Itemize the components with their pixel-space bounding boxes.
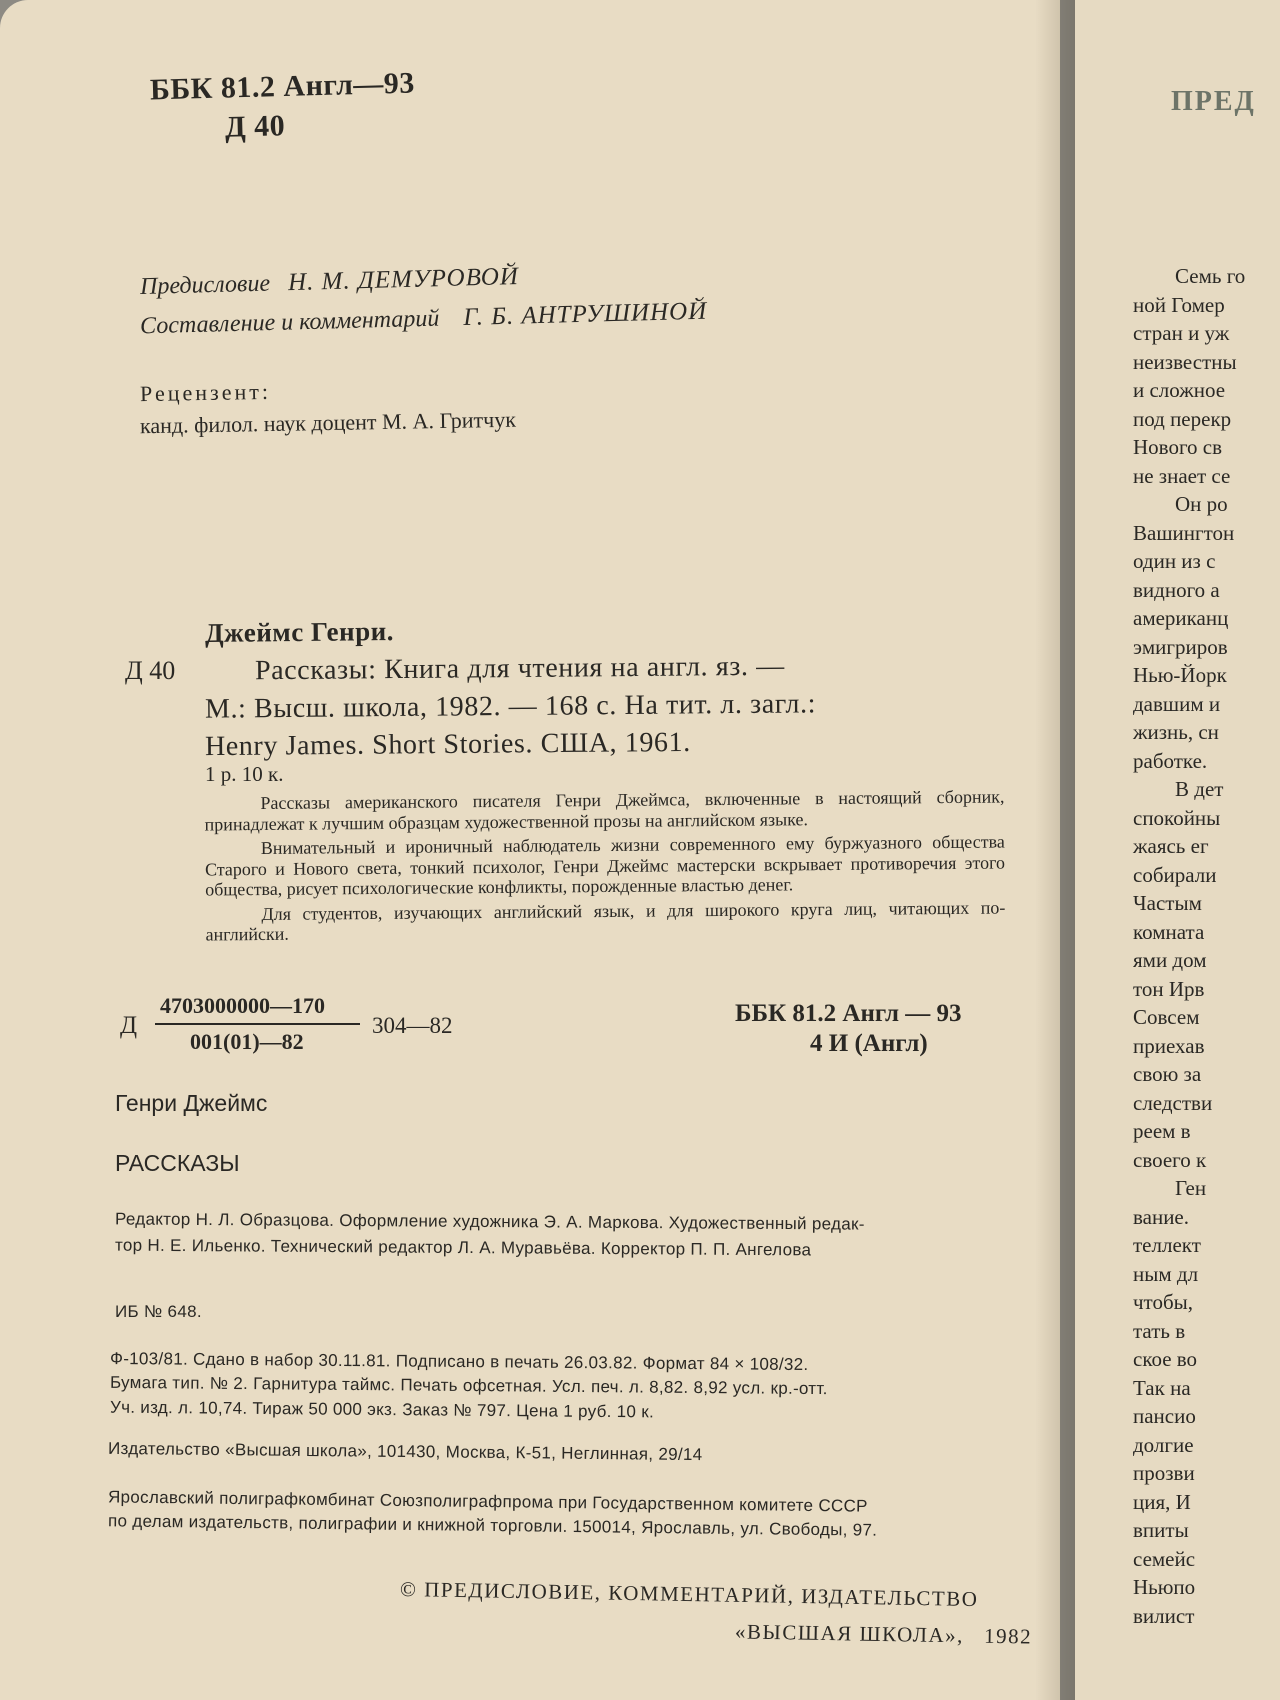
catalog-numerator: 4703000000—170 <box>160 993 325 1018</box>
bbk-code-bottom: ББК 81.2 Англ — 93 <box>735 1000 962 1027</box>
annotation <box>204 787 1005 945</box>
printer-line: по делам издательств, полиграфии и книжной торговли. 150014, Ярославль, ул. Свободы, 97. <box>107 1511 878 1540</box>
text-line: Частым <box>1133 891 1202 915</box>
text-line: следстви <box>1133 1090 1213 1115</box>
text-line: Семь го <box>1175 264 1246 288</box>
reviewer-label: Рецензент: <box>139 378 272 407</box>
book-author: Генри Джеймс <box>115 1090 268 1116</box>
text-line: один из с <box>1133 549 1216 573</box>
catalog-author: Джеймс Генри. <box>204 616 395 648</box>
text-line: тать в <box>1133 1318 1186 1343</box>
text-line: не знает се <box>1133 463 1231 488</box>
catalog-price: 1 р. 10 к. <box>205 762 284 786</box>
text-line: ское во <box>1133 1347 1198 1371</box>
annotation-paragraph: Внимательный и ироничный наблюдатель жизни современного ему буржуазного общества Старого и Нового света, тонкий психолог, Генри Джеймс мастерски вскрывает противоречия этого общества, рисует психологические конфликты, порожденные властью денег. <box>204 831 1006 900</box>
text-line: видного а <box>1133 577 1220 602</box>
credits-line: тор Н. Е. Ильенко. Технический редактор Л. А. Муравьёва. Корректор П. П. Ангелова <box>114 1235 812 1260</box>
text-line: Вашингтон <box>1133 520 1235 545</box>
text-line: своего к <box>1133 1147 1207 1172</box>
annotation-paragraph: Для студентов, изучающих английский язык, и для широкого круга лиц, читающих по-английски. <box>205 897 1006 945</box>
text-line: жаясь ег <box>1133 834 1209 858</box>
catalog-entry-line-3: Henry James. Short Stories. США, 1961. <box>204 726 691 763</box>
print-details-line: Ф-103/81. Сдано в набор 30.11.81. Подписано в печать 26.03.82. Формат 84 × 108/32. <box>109 1348 809 1375</box>
copyright-year: 1982 <box>983 1623 1033 1649</box>
reviewer-name: канд. филол. наук доцент М. А. Гритчук <box>139 406 517 439</box>
text-line: неизвестны <box>1133 349 1237 374</box>
copyright-publisher: «ВЫСШАЯ ШКОЛА», <box>734 1619 965 1648</box>
text-line: В дет <box>1175 777 1224 801</box>
text-line: Он ро <box>1175 492 1228 516</box>
copyright-line-1: © ПРЕДИСЛОВИЕ, КОММЕНТАРИЙ, ИЗДАТЕЛЬСТВО <box>399 1576 979 1612</box>
preface-label: Предисловие <box>139 270 271 300</box>
text-line: приехав <box>1133 1033 1205 1058</box>
index-code-top: Д 40 <box>224 109 286 144</box>
printer-line: Ярославский полиграфкомбинат Союзполиграфпрома при Государственном комитете СССР <box>107 1487 868 1516</box>
preface-heading: ПРЕД <box>1171 86 1256 117</box>
text-line: Так на <box>1133 1375 1191 1400</box>
catalog-letter: Д <box>120 1012 138 1039</box>
text-line: пансио <box>1133 1404 1196 1428</box>
book-title: РАССКАЗЫ <box>115 1150 240 1176</box>
text-line: под перекр <box>1133 406 1232 431</box>
catalog-entry-line-1: Рассказы: Книга для чтения на англ. яз. — <box>254 650 785 687</box>
text-line: эмигриров <box>1133 634 1228 659</box>
text-line: ным дл <box>1133 1261 1199 1286</box>
classification-code: 4 И (Англ) <box>810 1030 928 1057</box>
compiler-label: Составление и комментарий <box>139 305 440 340</box>
text-line: впиты <box>1133 1518 1189 1542</box>
text-line: американц <box>1133 606 1229 630</box>
text-line: свою за <box>1133 1062 1202 1086</box>
annotation-paragraph: Рассказы американского писателя Генри Джеймса, включенные в настоящий сборник, принадлежат к лучшим образцам художественной прозы на английском языке. <box>204 786 1005 834</box>
catalog-suffix: 304—82 <box>372 1013 453 1038</box>
text-line: Совсем <box>1133 1005 1200 1029</box>
text-line: вилист <box>1133 1603 1195 1628</box>
text-line: теллект <box>1133 1233 1201 1257</box>
text-line: тон Ирв <box>1133 976 1205 1001</box>
copyright-line-2 <box>735 1619 1033 1649</box>
text-line: стран и уж <box>1133 321 1230 345</box>
print-details-line: Уч. изд. л. 10,74. Тираж 50 000 экз. Заказ № 797. Цена 1 руб. 10 к. <box>109 1397 655 1422</box>
text-line: ной Гомер <box>1133 292 1225 317</box>
preface-text-column <box>1133 262 1245 1630</box>
text-line: чтобы, <box>1133 1290 1194 1314</box>
preface-author: Н. М. ДЕМУРОВОЙ <box>287 263 520 297</box>
text-line: ция, И <box>1133 1489 1191 1514</box>
catalog-denominator: 001(01)—82 <box>190 1029 304 1054</box>
text-line: работке. <box>1133 748 1208 773</box>
catalog-entry-line-2: М.: Высш. школа, 1982. — 168 с. На тит. л. загл.: <box>204 688 817 725</box>
text-line: прозви <box>1133 1461 1195 1485</box>
text-line: комната <box>1133 919 1205 944</box>
text-line: Ген <box>1175 1176 1207 1200</box>
ib-number: ИБ № 648. <box>115 1302 202 1321</box>
text-line: ями дом <box>1133 948 1207 972</box>
text-line: жизнь, сн <box>1133 720 1219 744</box>
text-line: Ньюпо <box>1133 1575 1196 1599</box>
fraction-line <box>155 1023 360 1025</box>
text-line: спокойны <box>1133 805 1221 830</box>
text-line: собирали <box>1133 862 1217 887</box>
compiler-name: Г. Б. АНТРУШИНОЙ <box>462 297 708 331</box>
text-line: семейс <box>1133 1546 1196 1571</box>
right-page <box>1075 0 1280 1700</box>
catalog-index-code: Д 40 <box>125 656 176 685</box>
compiler-credit <box>140 298 708 341</box>
text-line: вание. <box>1133 1204 1190 1229</box>
publisher-address: Издательство «Высшая школа», 101430, Москва, К-51, Неглинная, 29/14 <box>107 1438 703 1465</box>
text-line: долгие <box>1133 1432 1194 1457</box>
credits-line: Редактор Н. Л. Образцова. Оформление художника Э. А. Маркова. Художественный редак- <box>114 1209 865 1234</box>
text-line: реем в <box>1133 1119 1191 1143</box>
text-line: и сложное <box>1133 378 1226 402</box>
text-line: Нью-Йорк <box>1133 663 1227 687</box>
bbk-code-top: ББК 81.2 Англ—93 <box>149 66 416 107</box>
text-line: давшим и <box>1133 691 1221 716</box>
preface-credit <box>140 263 520 301</box>
text-line: Нового св <box>1133 435 1223 459</box>
print-details-line: Бумага тип. № 2. Гарнитура таймс. Печать офсетная. Усл. печ. л. 8,82. 8,92 усл. кр.-отт. <box>109 1372 828 1399</box>
